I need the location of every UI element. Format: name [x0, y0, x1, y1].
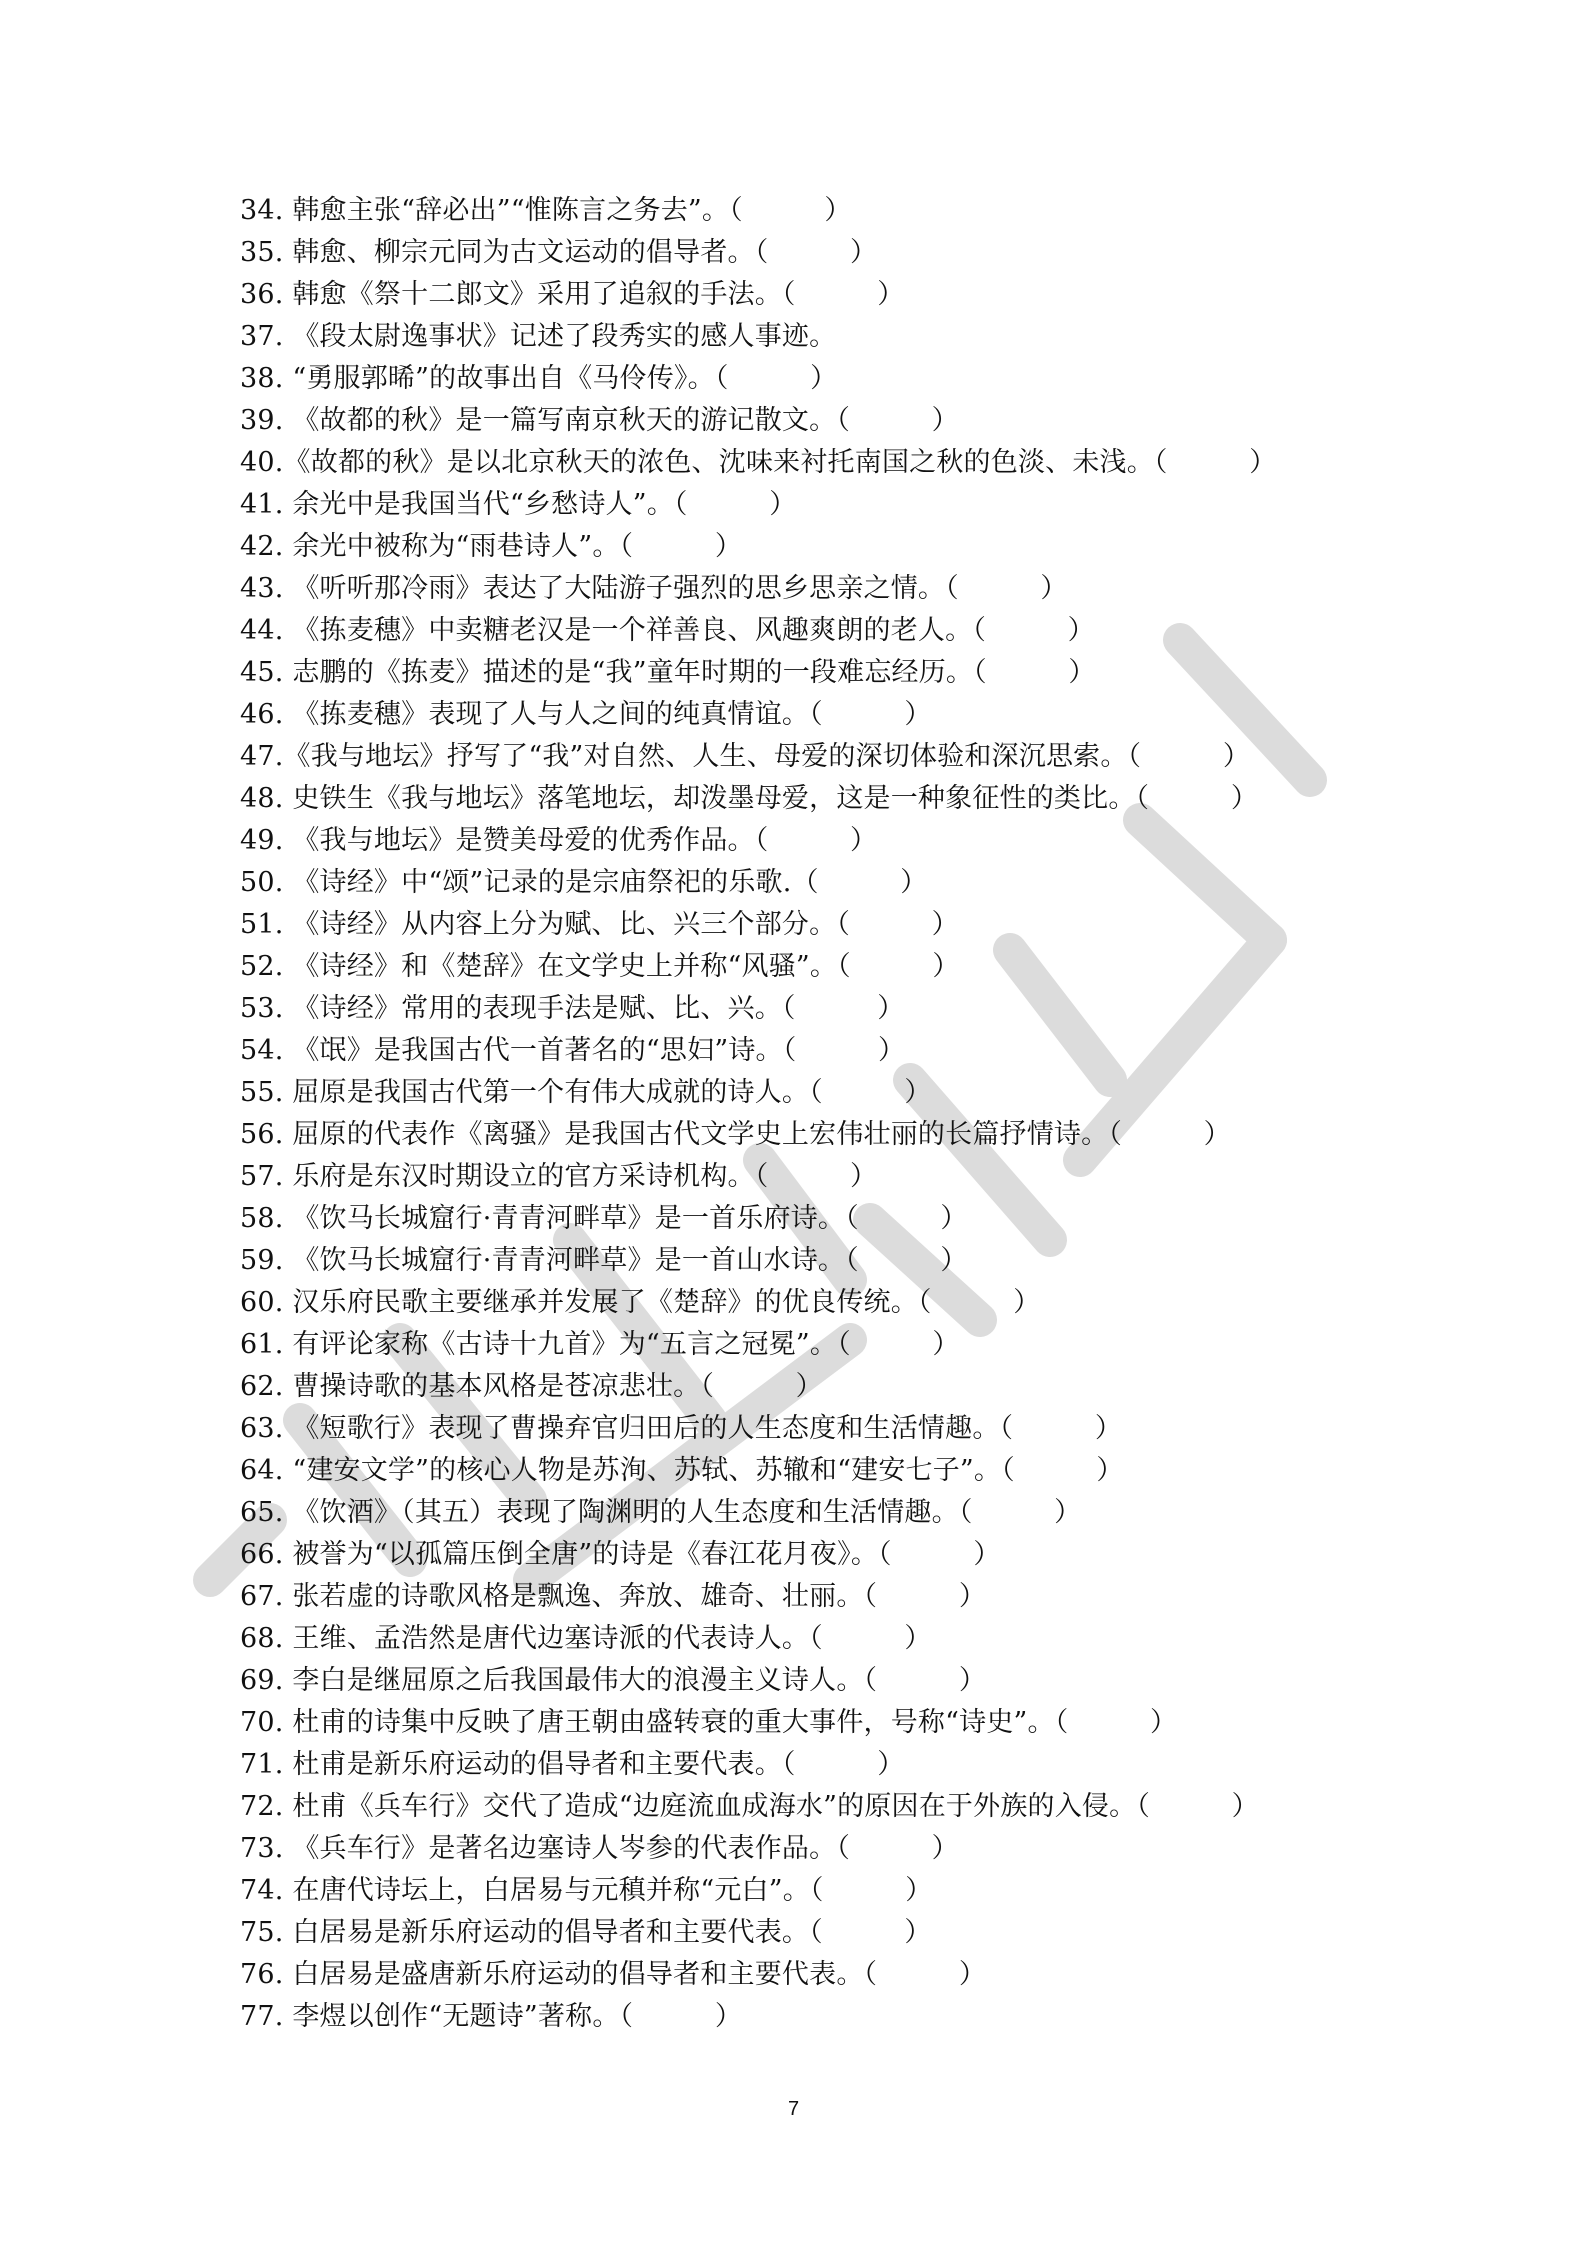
list-item: 55. 屈原是我国古代第一个有伟大成就的诗人。（ ）: [240, 1077, 932, 1108]
question-list: [240, 190, 1360, 2038]
list-item: 53. 《诗经》常用的表现手法是赋、比、兴。（ ）: [240, 993, 905, 1024]
list-item: 74. 在唐代诗坛上，白居易与元稹并称“元白”。（ ）: [240, 1875, 933, 1906]
list-item: 57. 乐府是东汉时期设立的官方采诗机构。（ ）: [240, 1161, 878, 1192]
list-item: 51. 《诗经》从内容上分为赋、比、兴三个部分。（ ）: [240, 909, 959, 940]
list-item: 46. 《拣麦穗》表现了人与人之间的纯真情谊。（ ）: [240, 699, 932, 730]
list-item: 63. 《短歌行》表现了曹操弃官归田后的人生态度和生活情趣。（ ）: [240, 1413, 1123, 1444]
list-item: 68. 王维、孟浩然是唐代边塞诗派的代表诗人。（ ）: [240, 1623, 932, 1654]
list-item: 60. 汉乐府民歌主要继承并发展了《楚辞》的优良传统。（ ）: [240, 1287, 1041, 1318]
list-item: 42. 余光中被称为“雨巷诗人”。（ ）: [240, 531, 743, 562]
list-item: 49. 《我与地坛》是赞美母爱的优秀作品。（ ）: [240, 825, 878, 856]
list-item: 71. 杜甫是新乐府运动的倡导者和主要代表。（ ）: [240, 1749, 905, 1780]
list-item: 54. 《氓》是我国古代一首著名的“思妇”诗。（ ）: [240, 1035, 906, 1066]
list-item: 39. 《故都的秋》是一篇写南京秋天的游记散文。（ ）: [240, 405, 959, 436]
list-item: 65. 《饮酒》（其五）表现了陶渊明的人生态度和生活情趣。（ ）: [240, 1497, 1082, 1528]
list-item: 38. “勇服郭晞”的故事出自《马伶传》。（ ）: [240, 363, 838, 394]
list-item: 47.《我与地坛》抒写了“我”对自然、人生、母爱的深切体验和深沉思索。（ ）: [240, 741, 1251, 772]
list-item: 44. 《拣麦穗》中卖糖老汉是一个祥善良、风趣爽朗的老人。（ ）: [240, 615, 1095, 646]
list-item: 59. 《饮马长城窟行·青青河畔草》是一首山水诗。（ ）: [240, 1245, 968, 1276]
list-item: 75. 白居易是新乐府运动的倡导者和主要代表。（ ）: [240, 1917, 932, 1948]
list-item: 58. 《饮马长城窟行·青青河畔草》是一首乐府诗。（ ）: [240, 1203, 968, 1234]
list-item: 43. 《听听那冷雨》表达了大陆游子强烈的思乡思亲之情。（ ）: [240, 573, 1068, 604]
list-item: 56. 屈原的代表作《离骚》是我国古代文学史上宏伟壮丽的长篇抒情诗。（ ）: [240, 1119, 1231, 1150]
list-item: 70. 杜甫的诗集中反映了唐王朝由盛转衰的重大事件，号称“诗史”。（ ）: [240, 1707, 1178, 1738]
list-item: 36. 韩愈《祭十二郎文》采用了追叙的手法。（ ）: [240, 279, 905, 310]
list-item: 34. 韩愈主张“辞必出”“惟陈言之务去”。（ ）: [240, 195, 852, 226]
list-item: 45. 志鹏的《拣麦》描述的是“我”童年时期的一段难忘经历。（ ）: [240, 657, 1096, 688]
list-item: 69. 李白是继屈原之后我国最伟大的浪漫主义诗人。（ ）: [240, 1665, 987, 1696]
list-item: 62. 曹操诗歌的基本风格是苍凉悲壮。（ ）: [240, 1371, 823, 1402]
list-item: 73. 《兵车行》是著名边塞诗人岑参的代表作品。（ ）: [240, 1833, 959, 1864]
list-item: 67. 张若虚的诗歌风格是飘逸、奔放、雄奇、壮丽。（ ）: [240, 1581, 987, 1612]
list-item: 64. “建安文学”的核心人物是苏洵、苏轼、苏辙和“建安七子”。（ ）: [240, 1455, 1124, 1486]
list-item: 50. 《诗经》中“颂”记录的是宗庙祭祀的乐歌.（ ）: [240, 867, 928, 898]
list-item: 48. 史铁生《我与地坛》落笔地坛，却泼墨母爱，这是一种象征性的类比。（ ）: [240, 783, 1259, 814]
list-item: 72. 杜甫《兵车行》交代了造成“边庭流血成海水”的原因在于外族的入侵。（ ）: [240, 1791, 1259, 1822]
list-item: 35. 韩愈、柳宗元同为古文运动的倡导者。（ ）: [240, 237, 878, 268]
list-item: 77. 李煜以创作“无题诗”著称。（ ）: [240, 2001, 743, 2032]
list-item: 37. 《段太尉逸事状》记述了段秀实的感人事迹。: [240, 321, 837, 352]
list-item: 76. 白居易是盛唐新乐府运动的倡导者和主要代表。（ ）: [240, 1959, 987, 1990]
list-item: 41. 余光中是我国当代“乡愁诗人”。（ ）: [240, 489, 797, 520]
page-number: 7: [787, 2098, 800, 2120]
list-item: 40.《故都的秋》是以北京秋天的浓色、沈味来衬托南国之秋的色淡、未浅。（ ）: [240, 447, 1277, 478]
list-item: 66. 被誉为“以孤篇压倒全唐”的诗是《春江花月夜》。（ ）: [240, 1539, 1001, 1570]
list-item: 52. 《诗经》和《楚辞》在文学史上并称“风骚”。（ ）: [240, 951, 960, 982]
list-item: 61. 有评论家称《古诗十九首》为“五言之冠冕”。（ ）: [240, 1329, 960, 1360]
